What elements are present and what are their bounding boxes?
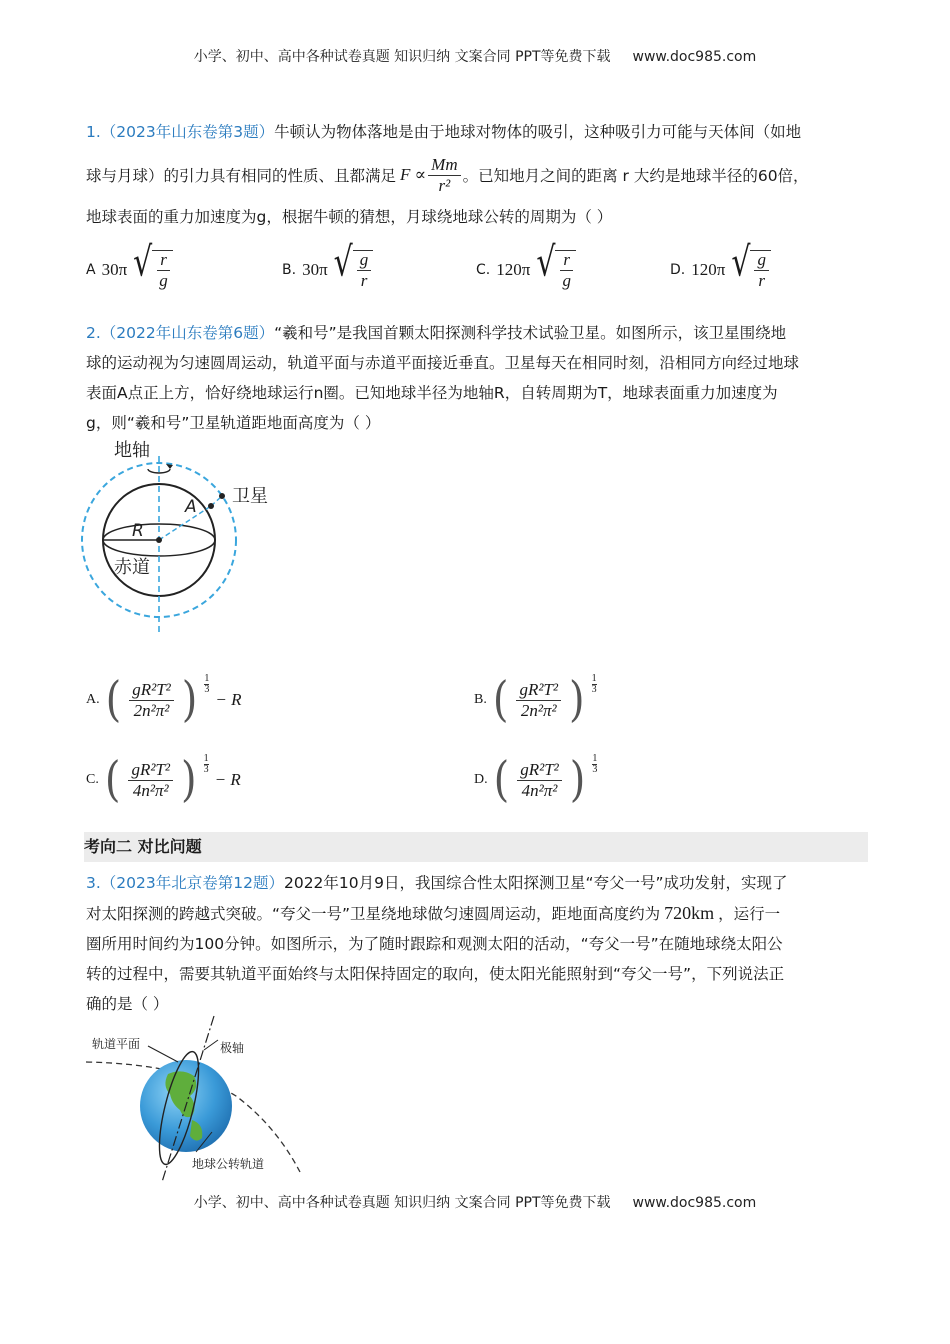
q1-source: （2023年山东卷第3题） [100,123,275,141]
q1-option-num: g [357,251,372,271]
q1-line2-pre: 球与月球）的引力具有相同的性质、且都满足 [86,167,397,186]
q1-option-label: B. [282,261,297,278]
point-a-label: A [185,497,197,517]
q2-option-label: B. [474,692,487,707]
q1-option-coef: 120π [691,259,726,279]
q2-option-num: gR²T² [516,681,561,701]
page-footer [0,1192,950,1212]
q2-line3: 表面A点正上方，恰好绕地球运行n圈。已知地球半径为地轴R，自转周期为T，地球表面重力加速度为 [86,384,778,402]
q3-height: 720km [664,903,715,923]
q1-option-d[interactable] [670,239,771,290]
q2-option-exponent: 1 3 [203,753,209,775]
q1-option-den: g [562,270,571,290]
q2-option-b[interactable]: B. ( $\frac{\text{gR²T²}}{\text{2n²π²}}$ ) 1 3 [474,672,597,728]
q2-option-exponent: 1 3 [591,673,597,695]
q2-option-fraction [129,681,174,720]
q1-option-a[interactable] [86,239,173,290]
q1-line2-post: 。已知地月之间的距离 r 大约是地球半径的60倍， [462,167,809,186]
q2-option-den: 2n²π² [520,700,557,720]
q2-option-den: 4n²π² [521,780,558,800]
q2-number: 2. [86,324,101,342]
q2-option-tail: − R [215,690,242,709]
q1-option-den: g [159,270,168,290]
q2-line4: g，则“羲和号”卫星轨道距地面高度为（ ） [86,414,381,432]
polar-axis-label: 极轴 [220,1041,245,1055]
section-heading: 考向二 对比问题 [84,832,868,862]
q1-option-coef: 30π [101,259,128,279]
q2-line2: 球的运动视为匀速圆周运动，轨道平面与赤道平面接近垂直。卫星每天在相同时刻，沿相同方向经过地球 [86,354,800,372]
orbit-plane-label: 轨道平面 [92,1037,141,1051]
q1-number: 1. [86,123,101,141]
q2-option-c[interactable]: C. ( $\frac{\text{gR²T²}}{\text{4n²π²}}$ ) 1 3 − R [86,752,241,808]
q2-option-label: A. [86,692,100,707]
q2-option-d[interactable]: D. ( $\frac{\text{gR²T²}}{\text{4n²π²}}$ ) 1 3 [474,752,598,808]
q2-option-fraction [516,681,561,720]
q1-option-coef: 120π [496,259,531,279]
q3-line4: 转的过程中，需要其轨道平面始终与太阳保持固定的取向，使太阳光能照射到“夸父一号”，下列说法正 [86,965,785,983]
page-header [0,46,950,66]
q3-source: （2023年北京卷第12题） [100,874,284,892]
q1-formula-fraction [428,156,460,195]
q2-option-a[interactable]: A. ( $\frac{\text{gR²T²}}{\text{2n²π²}}$ ) 1 3 − R [86,672,242,728]
header-text: 小学、初中、高中各种试卷真题 知识归纳 文案合同 PPT等免费下载 [193,49,611,65]
q1-formula-lhs: F ∝ [400,165,427,185]
equator-label: 赤道 [114,557,150,578]
q2-line1: “羲和号”是我国首颗太阳探测科学技术试验卫星。如图所示，该卫星围绕地 [274,324,787,342]
orbit-plane-leader [148,1046,178,1062]
point-a-dot [208,503,214,509]
q1-option-num: r [560,251,573,271]
q2-source: （2022年山东卷第6题） [100,324,275,342]
revolution-orbit-label: 地球公转轨道 [192,1157,265,1171]
q1-option-sqrt: √ $\frac{r}{g}$ [536,250,576,290]
q1-option-label: D. [670,261,686,278]
footer-site-link[interactable]: www.doc985.com [632,1195,757,1211]
q1-option-coef: 30π [302,259,328,279]
q1-option-num: g [754,251,769,271]
axis-label: 地轴 [114,440,150,461]
q2-option-num: gR²T² [517,761,562,781]
q2-option-label: C. [86,772,99,787]
q2-option-fraction [517,761,562,800]
question-1 [86,120,866,229]
q1-option-label: C. [476,261,491,278]
radius-label: R [132,521,144,541]
q1-option-sqrt: √ $\frac{g}{r}$ [334,250,374,290]
q2-option-den: 2n²π² [133,700,170,720]
q2-option-exponent: 1 3 [204,673,210,695]
q2-option-exponent: 1 3 [592,753,598,775]
q3-line2-pre: 对太阳探测的跨越式突破。“夸父一号”卫星绕地球做匀速圆周运动，距地面高度约为 [86,905,661,923]
q3-line1: 2022年10月9日，我国综合性太阳探测卫星“夸父一号”成功发射，实现了 [283,874,788,892]
q1-option-den: r [758,270,766,290]
q3-number: 3. [86,874,101,892]
q3-earth-orbit-figure [86,1016,306,1182]
q2-option-num: gR²T² [128,761,173,781]
q1-line3: 地球表面的重力加速度为g，根据牛顿的猜想，月球绕地球公转的周期为（ ） [86,207,613,226]
center-dot [156,537,162,543]
q1-option-b[interactable] [282,239,373,290]
q1-option-sqrt: √ $\frac{r}{g}$ [133,250,173,290]
question-2 [86,318,866,438]
q3-line2-post: ，运行一 [718,905,781,923]
satellite-dot [219,493,225,499]
q1-option-sqrt: √ $\frac{g}{r}$ [731,250,771,290]
q1-option-num: r [157,251,170,271]
satellite-label: 卫星 [232,486,268,507]
q2-option-den: 4n²π² [132,780,169,800]
q1-formula-den: r² [438,175,451,195]
q2-earth-satellite-figure [86,436,268,636]
footer-text: 小学、初中、高中各种试卷真题 知识归纳 文案合同 PPT等免费下载 [193,1195,611,1211]
header-site-link[interactable]: www.doc985.com [632,49,757,65]
q2-option-fraction [128,761,173,800]
q1-formula-num: Mm [428,156,460,176]
q1-option-den: r [360,270,368,290]
question-3 [86,868,866,1019]
q1-option-c[interactable] [476,239,576,290]
q3-line3: 圈所用时间约为100分钟。如图所示，为了随时跟踪和观测太阳的活动，“夸父一号”在随地球绕太阳公 [86,935,783,953]
q2-option-num: gR²T² [129,681,174,701]
q2-option-label: D. [474,772,488,787]
q3-line5: 确的是（ ） [86,995,169,1013]
q2-option-tail: − R [214,770,241,789]
q1-line1: 牛顿认为物体落地是由于地球对物体的吸引，这种吸引力可能与天体间（如地 [274,123,802,141]
q1-option-label: A [86,261,96,278]
